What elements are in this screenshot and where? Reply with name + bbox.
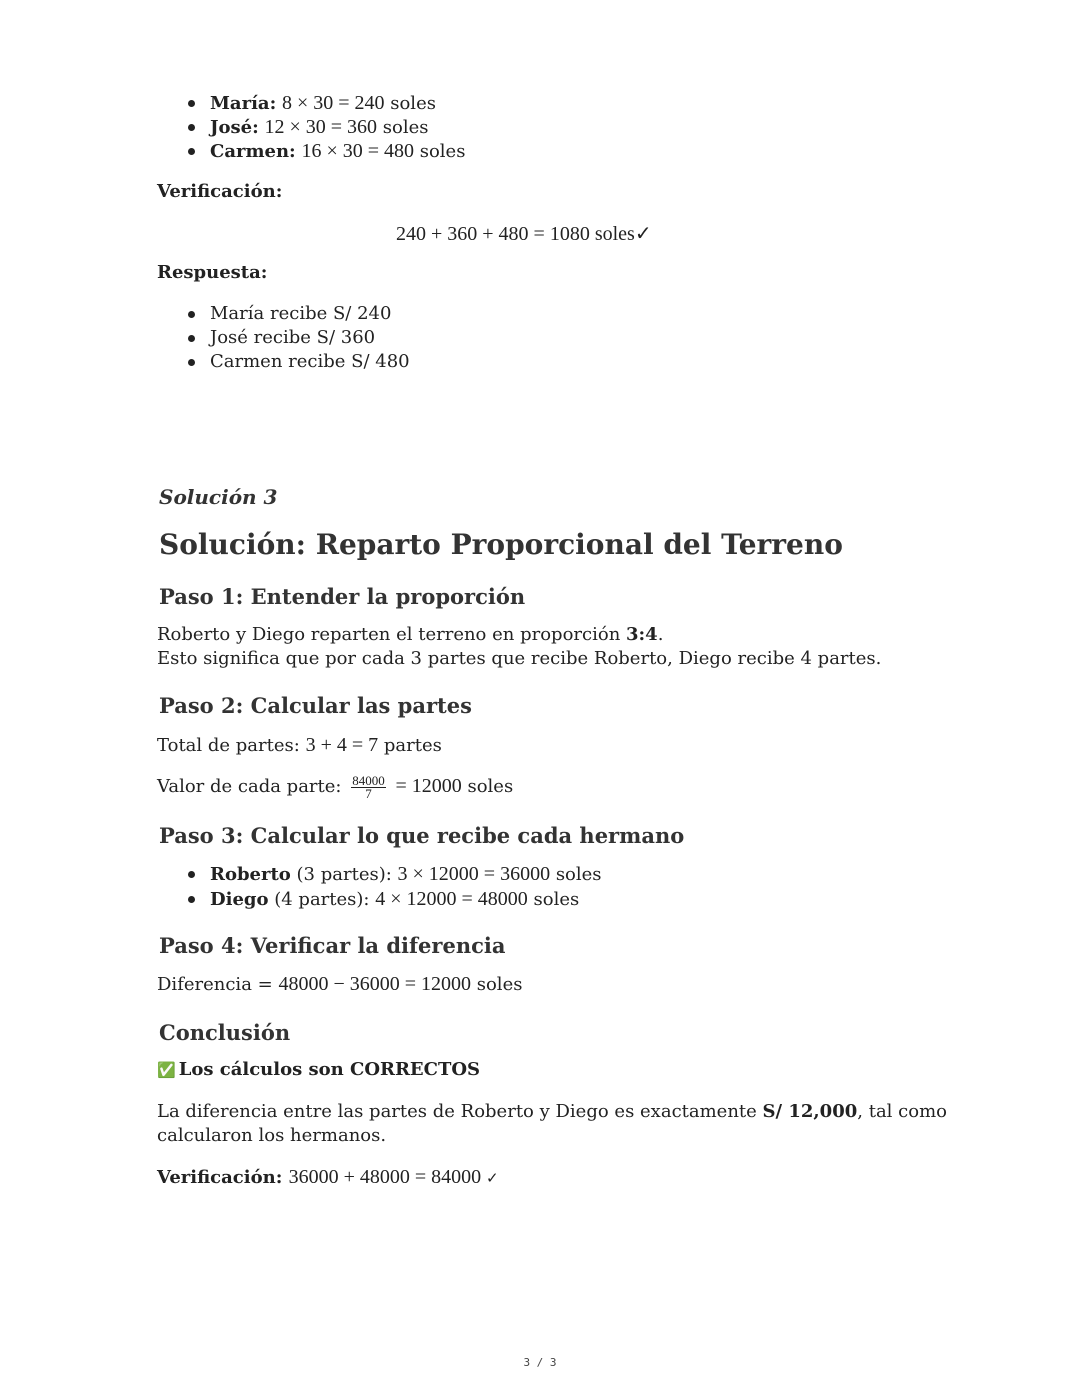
step4-heading: Paso 4: Verificar la diferencia xyxy=(159,933,506,958)
step2-heading: Paso 2: Calcular las partes xyxy=(159,693,472,718)
verificacion-equation: 240 + 360 + 480 = 1080 soles✓ xyxy=(396,223,652,245)
step1-line1: Roberto y Diego reparten el terreno en proporción 3:4. xyxy=(157,624,664,645)
list-item: Carmen recibe S/ 480 xyxy=(186,350,410,374)
conclusion-check: ✅ Los cálculos son CORRECTOS xyxy=(157,1059,481,1080)
conclusion-heading: Conclusión xyxy=(159,1020,291,1045)
verificacion-label: Verificación: xyxy=(157,181,283,202)
solution-subtitle: Solución 3 xyxy=(159,485,278,509)
list-item: Carmen: 16 × 30 = 480 soles xyxy=(186,139,465,163)
step4-diferencia: Diferencia = 48000 − 36000 = 12000 soles xyxy=(157,973,523,995)
list-item: José: 12 × 30 = 360 soles xyxy=(186,115,465,139)
payment-list xyxy=(186,91,465,163)
list-item: María: 8 × 30 = 240 soles xyxy=(186,91,465,115)
step1-line2: Esto significa que por cada 3 partes que recibe Roberto, Diego recibe 4 partes. xyxy=(157,648,882,669)
step2-valor: Valor de cada parte: $\frac{84000}{7}$ = 12000 soles xyxy=(157,772,514,801)
page-number: 3 / 3 xyxy=(523,1356,557,1369)
respuesta-label: Respuesta: xyxy=(157,262,268,283)
check-mark-icon: ✓ xyxy=(481,1169,499,1187)
list-item: María recibe S/ 240 xyxy=(186,302,410,326)
step2-total: Total de partes: 3 + 4 = 7 partes xyxy=(157,734,442,756)
step3-heading: Paso 3: Calcular lo que recibe cada hermano xyxy=(159,823,685,848)
fraction: $\frac{84000}{7}$ xyxy=(352,772,385,801)
list-item: José recibe S/ 360 xyxy=(186,326,410,350)
check-icon: ✅ xyxy=(157,1061,176,1079)
respuesta-list xyxy=(186,302,410,374)
list-item: Diego (4 partes): 4 × 12000 = 48000 soles xyxy=(186,887,602,912)
page-title: Solución: Reparto Proporcional del Terreno xyxy=(159,528,843,561)
step1-heading: Paso 1: Entender la proporción xyxy=(159,584,526,609)
conclusion-verification: Verificación: 36000 + 48000 = 84000 ✓ xyxy=(157,1166,499,1188)
list-item: Roberto (3 partes): 3 × 12000 = 36000 soles xyxy=(186,862,602,887)
step3-list xyxy=(186,862,602,912)
conclusion-para-line2: calcularon los hermanos. xyxy=(157,1125,387,1146)
conclusion-para-line1: La diferencia entre las partes de Roberto y Diego es exactamente S/ 12,000, tal como xyxy=(157,1101,947,1122)
